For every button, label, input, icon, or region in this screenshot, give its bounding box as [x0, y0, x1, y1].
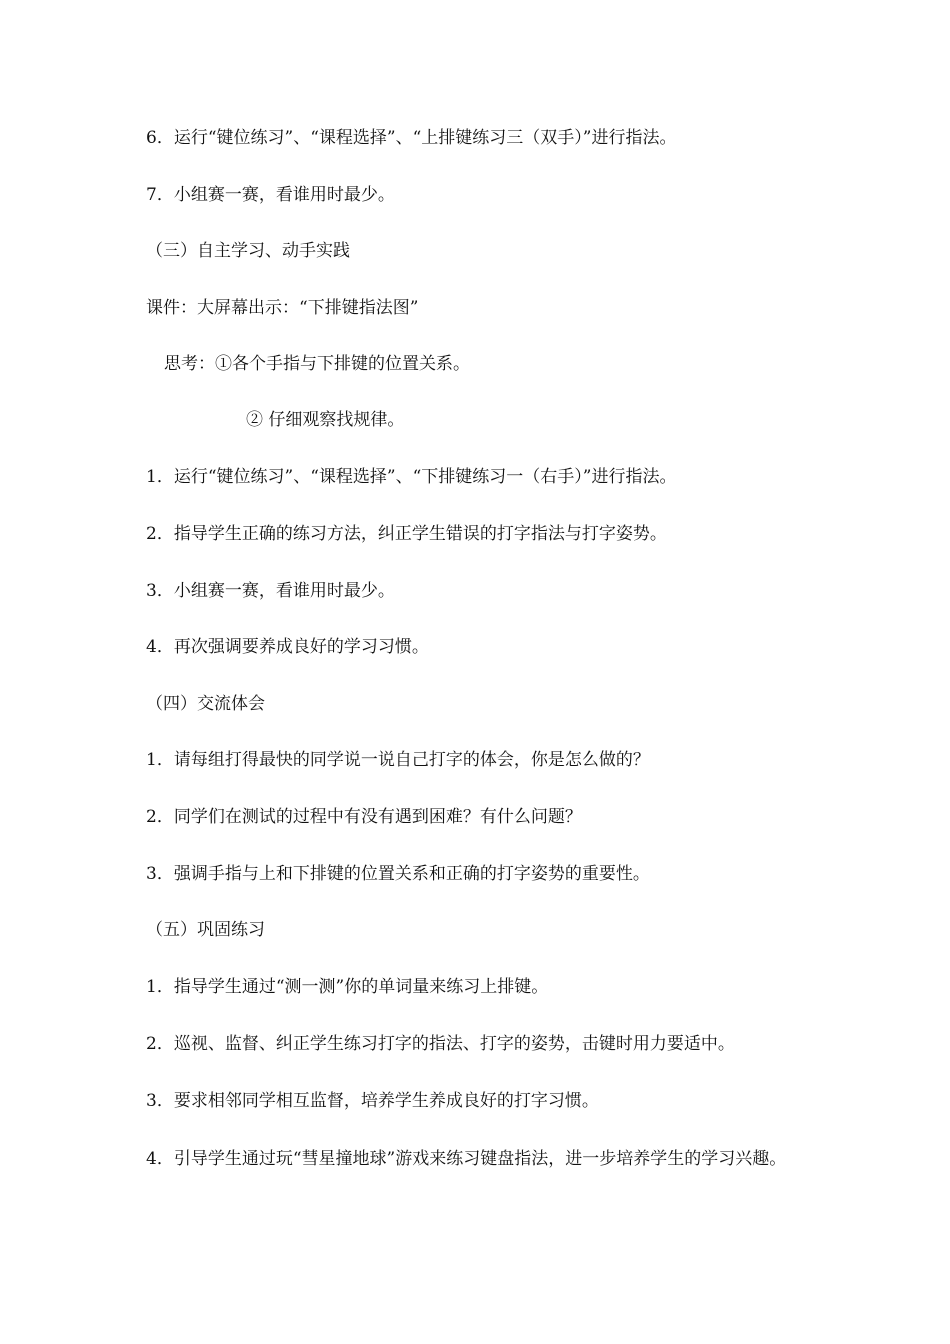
section-heading-3: （三）自主学习、动手实践 [146, 241, 350, 261]
paragraph-courseware: 课件：大屏幕出示：“下排键指法图” [146, 298, 419, 318]
paragraph-step-2: 2．指导学生正确的练习方法，纠正学生错误的打字指法与打字姿势。 [146, 524, 667, 544]
paragraph-exchange-3: 3．强调手指与上和下排键的位置关系和正确的打字姿势的重要性。 [146, 864, 650, 884]
paragraph-step-7: 7．小组赛一赛，看谁用时最少。 [146, 185, 395, 205]
section-heading-5: （五）巩固练习 [146, 920, 265, 940]
paragraph-step-3: 3．小组赛一赛，看谁用时最少。 [146, 581, 395, 601]
paragraph-exchange-1: 1．请每组打得最快的同学说一说自己打字的体会，你是怎么做的？ [146, 750, 650, 770]
paragraph-practice-4: 4．引导学生通过玩“彗星撞地球”游戏来练习键盘指法，进一步培养学生的学习兴趣。 [146, 1149, 787, 1169]
paragraph-practice-3: 3．要求相邻同学相互监督，培养学生养成良好的打字习惯。 [146, 1091, 599, 1111]
section-heading-4: （四）交流体会 [146, 694, 265, 714]
paragraph-step-1: 1．运行“键位练习”、“课程选择”、“下排键练习一（右手）”进行指法。 [146, 467, 677, 487]
paragraph-step-4: 4．再次强调要养成良好的学习习惯。 [146, 637, 429, 657]
paragraph-exchange-2: 2．同学们在测试的过程中有没有遇到困难？有什么问题？ [146, 807, 582, 827]
paragraph-practice-2: 2．巡视、监督、纠正学生练习打字的指法、打字的姿势，击键时用力要适中。 [146, 1034, 735, 1054]
paragraph-practice-1: 1．指导学生通过“测一测”你的单词量来练习上排键。 [146, 977, 549, 997]
paragraph-step-6: 6．运行“键位练习”、“课程选择”、“上排键练习三（双手）”进行指法。 [146, 128, 677, 148]
paragraph-think-2: ② 仔细观察找规律。 [246, 410, 405, 430]
paragraph-think-1: 思考：①各个手指与下排键的位置关系。 [164, 354, 470, 374]
